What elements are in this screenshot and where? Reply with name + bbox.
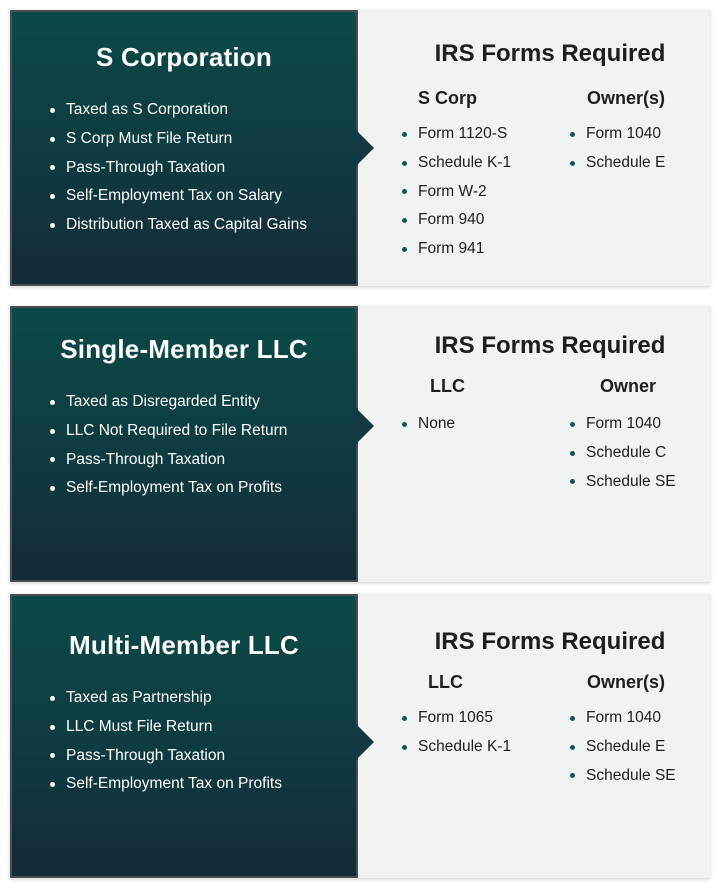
tax-trait: Self-Employment Tax on Profits	[48, 474, 287, 503]
entity-title: Single-Member LLC	[60, 334, 308, 364]
form-item: Form 1040	[570, 410, 676, 439]
owner-forms-column-heading: Owner	[600, 376, 657, 396]
form-item: Form 1120-S	[402, 120, 511, 149]
single-member-llc-card	[10, 306, 710, 582]
tax-trait: Taxed as Partnership	[48, 684, 282, 713]
tax-traits-list	[48, 388, 287, 503]
entity-forms-list	[402, 704, 511, 762]
tax-trait: Pass-Through Taxation	[48, 446, 287, 475]
form-item: Form 1040	[570, 120, 665, 149]
entity-title: S Corporation	[96, 42, 272, 72]
form-item: Schedule K-1	[402, 733, 511, 762]
owner-forms-column-heading: Owner(s)	[587, 672, 666, 692]
form-item: Form 940	[402, 206, 511, 235]
entity-forms-list	[402, 410, 455, 439]
form-item: Schedule E	[570, 733, 676, 762]
form-item: Form W-2	[402, 178, 511, 207]
form-item: Schedule SE	[570, 468, 676, 497]
owner-forms-list	[570, 120, 665, 178]
entity-forms-list	[402, 120, 511, 264]
tax-trait: LLC Not Required to File Return	[48, 417, 287, 446]
tax-trait: S Corp Must File Return	[48, 125, 307, 154]
pointer-arrow	[356, 408, 374, 444]
irs-forms-heading: IRS Forms Required	[434, 628, 666, 655]
entity-panel	[10, 594, 358, 878]
entity-forms-column-heading: LLC	[428, 672, 463, 692]
form-item: Form 1040	[570, 704, 676, 733]
tax-trait: Distribution Taxed as Capital Gains	[48, 211, 307, 240]
owner-forms-list	[570, 704, 676, 790]
owner-forms-column-heading: Owner(s)	[587, 88, 666, 108]
pointer-arrow	[356, 130, 374, 166]
form-item: None	[402, 410, 455, 439]
tax-traits-list	[48, 684, 282, 799]
tax-trait: Self-Employment Tax on Profits	[48, 770, 282, 799]
pointer-arrow	[356, 724, 374, 760]
form-item: Form 941	[402, 235, 511, 264]
multi-member-llc-card	[10, 594, 710, 878]
form-item: Schedule K-1	[402, 149, 511, 178]
form-item: Schedule E	[570, 149, 665, 178]
s-corporation-card	[10, 10, 710, 286]
tax-trait: Self-Employment Tax on Salary	[48, 182, 307, 211]
entity-panel	[10, 306, 358, 582]
owner-forms-list	[570, 410, 676, 496]
irs-forms-heading: IRS Forms Required	[434, 40, 666, 67]
irs-forms-heading: IRS Forms Required	[434, 332, 666, 359]
entity-title: Multi-Member LLC	[69, 630, 299, 660]
tax-trait: LLC Must File Return	[48, 713, 282, 742]
tax-trait: Pass-Through Taxation	[48, 154, 307, 183]
entity-forms-column-heading: LLC	[430, 376, 465, 396]
tax-trait: Pass-Through Taxation	[48, 742, 282, 771]
form-item: Schedule C	[570, 439, 676, 468]
tax-traits-list	[48, 96, 307, 240]
form-item: Form 1065	[402, 704, 511, 733]
entity-forms-column-heading: S Corp	[418, 88, 478, 108]
tax-trait: Taxed as Disregarded Entity	[48, 388, 287, 417]
entity-panel	[10, 10, 358, 286]
tax-trait: Taxed as S Corporation	[48, 96, 307, 125]
form-item: Schedule SE	[570, 762, 676, 791]
